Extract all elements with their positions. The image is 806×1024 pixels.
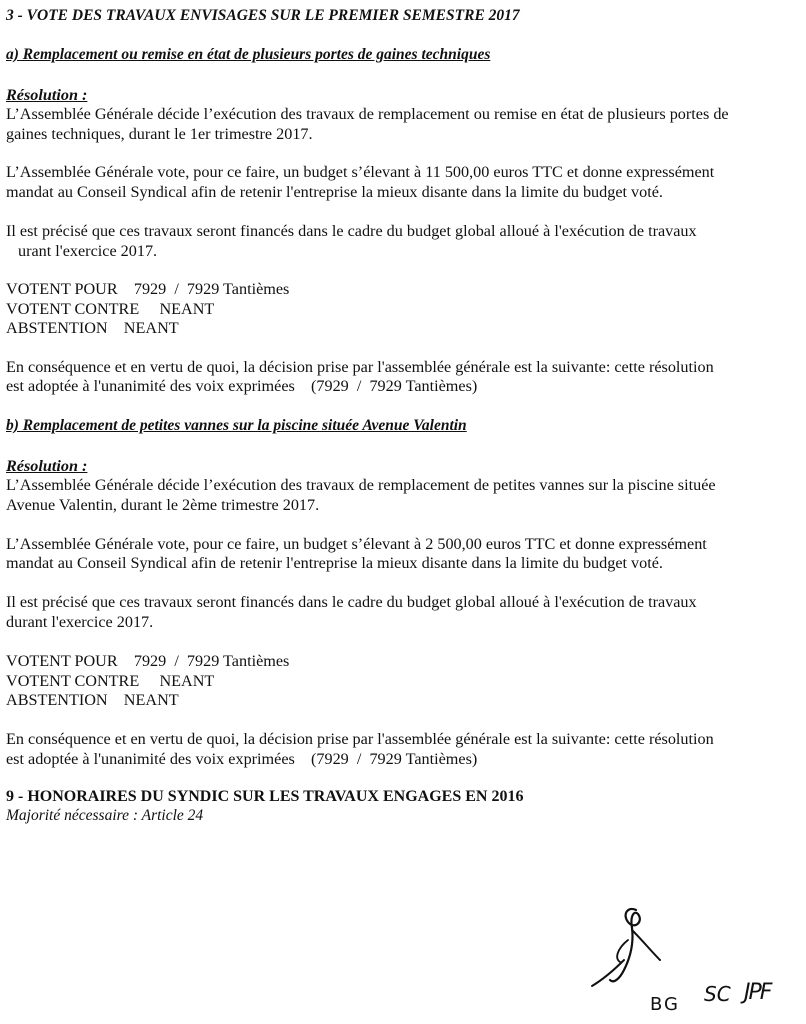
resolution-a-label: Résolution : [6,86,88,104]
resolution-a-p1-line2: gaines techniques, durant le 1er trimestre 2017. [6,125,313,143]
vote-a-abstention: ABSTENTION NEANT [6,319,179,337]
resolution-b-p2-line1: L’Assemblée Générale vote, pour ce faire, un budget s’élevant à 2 500,00 euros TTC et donne expressément [6,535,707,553]
section-9-heading: 9 - HONORAIRES DU SYNDIC SUR LES TRAVAUX ENGAGES EN 2016 [6,788,524,805]
initials-jpf: JPF [744,980,771,1005]
resolution-b-p3-line1: Il est précisé que ces travaux seront financés dans le cadre du budget global alloué à l'exécution de travaux [6,593,697,611]
resolution-a-p2-line1: L’Assemblée Générale vote, pour ce faire, un budget s’élevant à 11 500,00 euros TTC et donne expressément [6,163,715,181]
resolution-b-p3-line2: durant l'exercice 2017. [6,613,154,631]
initials-bg: BG [650,994,680,1015]
resolution-b-p1-line1: L’Assemblée Générale décide l’exécution des travaux de remplacement de petites vannes sur la piscine située [6,476,716,494]
vote-b-abstention: ABSTENTION NEANT [6,691,179,709]
vote-a-contre: VOTENT CONTRE NEANT [6,300,215,318]
vote-a-pour: VOTENT POUR 7929 / 7929 Tantièmes [6,280,290,298]
resolution-b-label: Résolution : [6,457,88,475]
resolution-a-p1-line1: L’Assemblée Générale décide l’exécution des travaux de remplacement ou remise en état de plusieurs portes de [6,105,729,123]
section-9-majority: Majorité nécessaire : Article 24 [6,807,204,824]
initials-sc: SC [704,982,731,1006]
signature [584,900,674,990]
item-a-title: a) Remplacement ou remise en état de plusieurs portes de gaines techniques [6,46,491,63]
conclusion-a-line2: est adoptée à l'unanimité des voix exprimées (7929 / 7929 Tantièmes) [6,377,478,395]
resolution-b-p1-line2: Avenue Valentin, durant le 2ème trimestre 2017. [6,496,320,514]
section-3-heading: 3 - VOTE DES TRAVAUX ENVISAGES SUR LE PREMIER SEMESTRE 2017 [6,7,520,24]
conclusion-a-line1: En conséquence et en vertu de quoi, la décision prise par l'assemblée générale est la suivante: cette résolution [6,358,714,376]
item-b-title: b) Remplacement de petites vannes sur la piscine située Avenue Valentin [6,417,467,434]
resolution-b-p2-line2: mandat au Conseil Syndical afin de retenir l'entreprise la mieux disante dans la limite du budget voté. [6,554,663,572]
resolution-a-p2-line2: mandat au Conseil Syndical afin de retenir l'entreprise la mieux disante dans la limite du budget voté. [6,183,663,201]
conclusion-b-line1: En conséquence et en vertu de quoi, la décision prise par l'assemblée générale est la suivante: cette résolution [6,730,714,748]
resolution-a-p3-line1: Il est précisé que ces travaux seront financés dans le cadre du budget global alloué à l'exécution de travaux [6,222,697,240]
resolution-a-p3-line2: urant l'exercice 2017. [18,242,158,260]
vote-b-pour: VOTENT POUR 7929 / 7929 Tantièmes [6,652,290,670]
vote-b-contre: VOTENT CONTRE NEANT [6,672,215,690]
conclusion-b-line2: est adoptée à l'unanimité des voix exprimées (7929 / 7929 Tantièmes) [6,750,478,768]
